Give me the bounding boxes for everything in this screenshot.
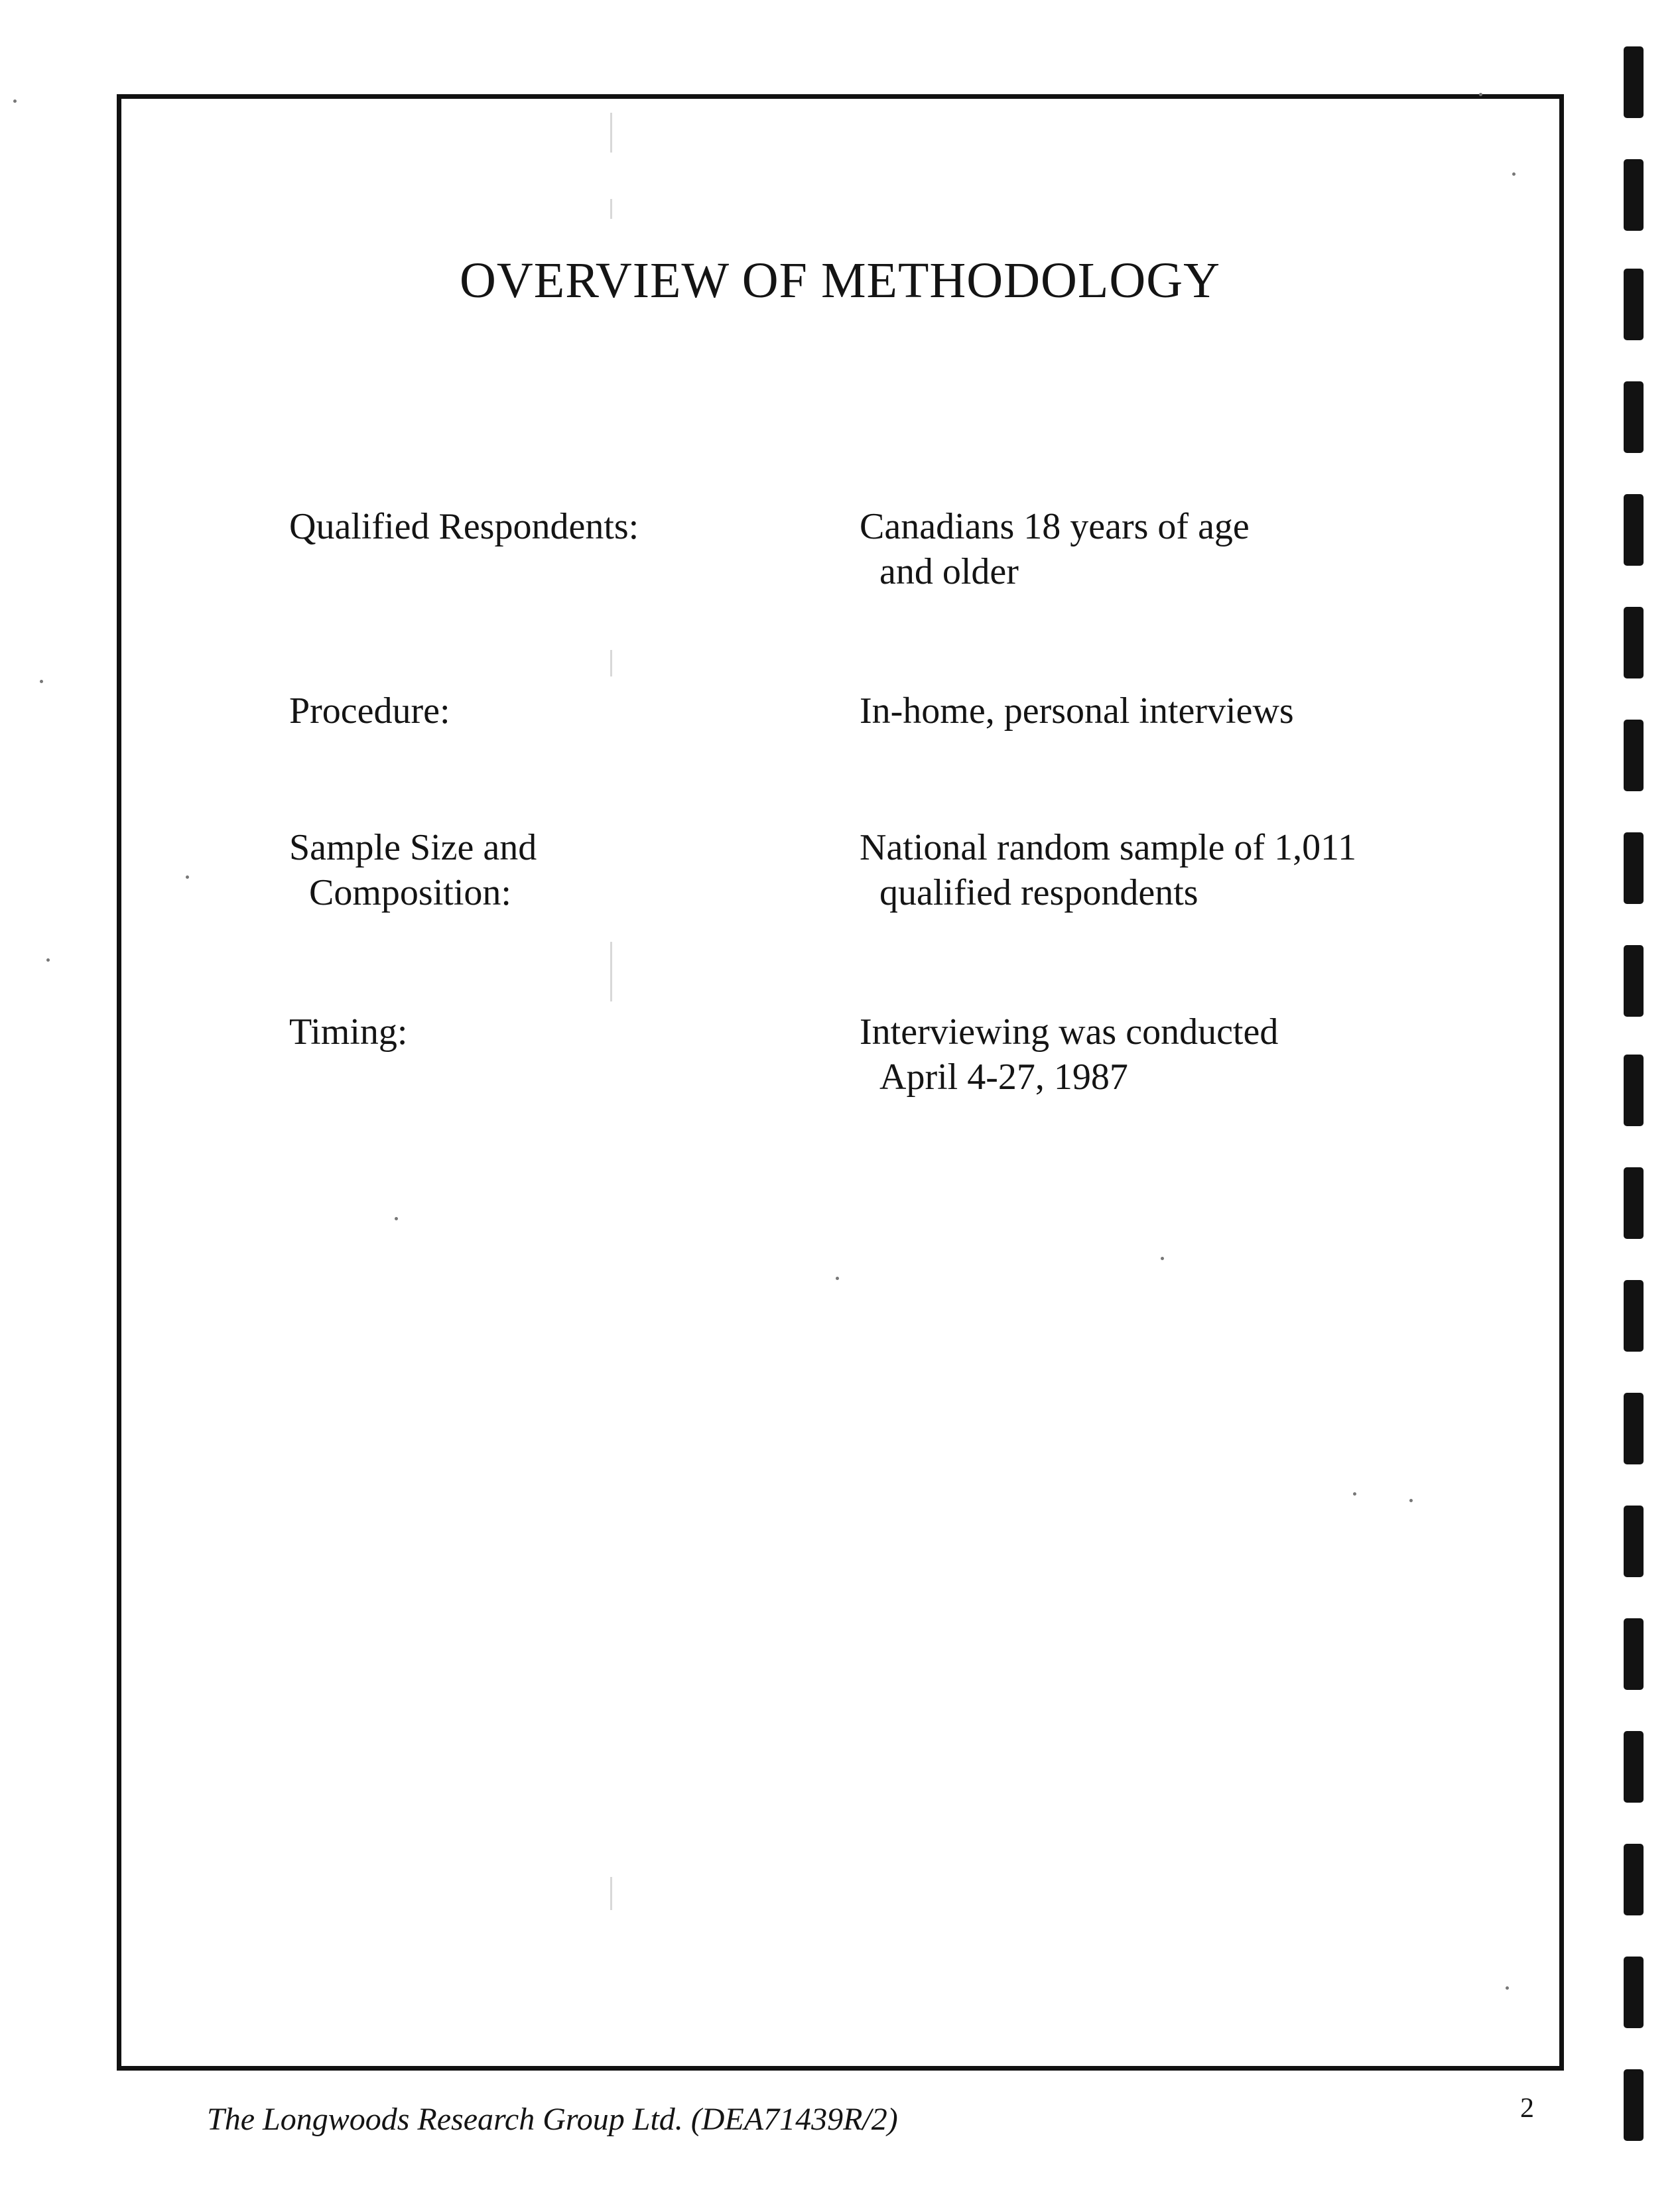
value-line: and older: [879, 551, 1019, 592]
binding-hole: [1624, 1731, 1644, 1803]
label-line: Timing:: [289, 1011, 408, 1053]
value-line: In-home, personal interviews: [860, 690, 1294, 732]
scan-speck: [40, 680, 43, 683]
binding-hole: [1624, 269, 1644, 340]
scan-speck: [46, 958, 50, 962]
value-line: April 4-27, 1987: [879, 1057, 1128, 1098]
binding-hole: [1624, 1957, 1644, 2028]
scan-speck: [1409, 1499, 1413, 1502]
scan-speck: [13, 99, 17, 103]
scan-speck: [186, 875, 189, 879]
binding-hole: [1624, 494, 1644, 566]
label-sample-size: [289, 825, 537, 915]
binding-hole: [1624, 1167, 1644, 1239]
value-procedure: [860, 688, 1294, 734]
scan-artifact: [610, 1877, 612, 1910]
binding-hole: [1624, 1280, 1644, 1352]
label-line: Sample Size and: [289, 827, 537, 868]
binding-holes: [1618, 40, 1651, 2182]
label-line: Procedure:: [289, 690, 450, 732]
scan-artifact: [610, 650, 612, 676]
label-procedure: [289, 688, 450, 734]
scan-speck: [1506, 1986, 1509, 1990]
scan-artifact: [610, 113, 612, 153]
page-border: [117, 94, 1564, 2071]
binding-hole: [1624, 832, 1644, 904]
scan-speck: [1161, 1257, 1164, 1260]
footer-text: The Longwoods Research Group Ltd. (DEA71439R/2): [207, 2102, 898, 2137]
value-line: Canadians 18 years of age: [860, 506, 1250, 547]
binding-hole: [1624, 159, 1644, 231]
scan-speck: [1479, 93, 1482, 96]
binding-hole: [1624, 381, 1644, 453]
scan-speck: [836, 1277, 839, 1280]
label-qualified-respondents: [289, 504, 639, 549]
scan-artifact: [610, 942, 612, 1001]
scan-speck: [1512, 172, 1516, 176]
scan-artifact: [610, 199, 612, 219]
label-line: Qualified Respondents:: [289, 506, 639, 547]
value-line: Interviewing was conducted: [860, 1011, 1279, 1053]
binding-hole: [1624, 1618, 1644, 1690]
value-qualified-respondents: [860, 504, 1250, 594]
binding-hole: [1624, 1055, 1644, 1126]
scan-speck: [395, 1217, 398, 1220]
label-timing: [289, 1009, 407, 1055]
page-title: OVERVIEW OF METHODOLOGY: [460, 253, 1220, 308]
binding-hole: [1624, 945, 1644, 1017]
binding-hole: [1624, 1844, 1644, 1915]
page-number: 2: [1520, 2093, 1534, 2124]
value-line: National random sample of 1,011: [860, 827, 1357, 868]
value-timing: [860, 1009, 1278, 1100]
binding-hole: [1624, 1393, 1644, 1464]
binding-hole: [1624, 720, 1644, 791]
scan-speck: [1353, 1492, 1356, 1496]
label-line: Composition:: [309, 872, 511, 913]
binding-hole: [1624, 46, 1644, 118]
binding-hole: [1624, 2069, 1644, 2141]
value-line: qualified respondents: [879, 872, 1198, 913]
binding-hole: [1624, 1506, 1644, 1577]
binding-hole: [1624, 607, 1644, 678]
value-sample-size: [860, 825, 1356, 915]
